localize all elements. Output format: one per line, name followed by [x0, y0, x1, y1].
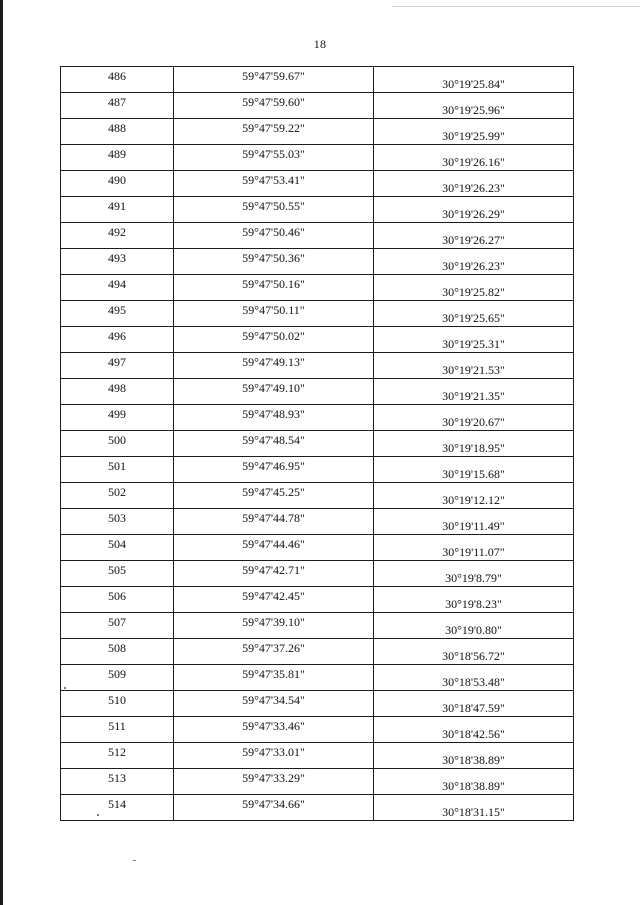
longitude-cell: 30°19'25.31"	[374, 327, 574, 353]
point-number-cell: 499	[61, 405, 174, 431]
table-row	[61, 665, 574, 691]
latitude-cell: 59°47'50.36"	[174, 249, 374, 275]
latitude-cell: 59°47'37.26"	[174, 639, 374, 665]
table-row	[61, 483, 574, 509]
latitude-cell: 59°47'35.81"	[174, 665, 374, 691]
scan-left-edge	[0, 0, 3, 905]
table-row	[61, 509, 574, 535]
point-number-cell: 508	[61, 639, 174, 665]
point-number-cell: 503	[61, 509, 174, 535]
latitude-cell: 59°47'48.54"	[174, 431, 374, 457]
longitude-cell: 30°19'20.67"	[374, 405, 574, 431]
longitude-cell: 30°19'26.29"	[374, 197, 574, 223]
point-number-cell: 496	[61, 327, 174, 353]
longitude-cell: 30°19'11.49"	[374, 509, 574, 535]
longitude-cell: 30°19'25.99"	[374, 119, 574, 145]
latitude-cell: 59°47'59.67"	[174, 67, 374, 93]
latitude-cell: 59°47'50.55"	[174, 197, 374, 223]
latitude-cell: 59°47'39.10"	[174, 613, 374, 639]
latitude-cell: 59°47'50.11"	[174, 301, 374, 327]
latitude-cell: 59°47'49.10"	[174, 379, 374, 405]
latitude-cell: 59°47'42.45"	[174, 587, 374, 613]
longitude-cell: 30°19'25.96"	[374, 93, 574, 119]
longitude-cell: 30°18'31.15"	[374, 795, 574, 821]
table-row	[61, 431, 574, 457]
point-number-cell: 487	[61, 93, 174, 119]
latitude-cell: 59°47'33.46"	[174, 717, 374, 743]
table-row	[61, 145, 574, 171]
longitude-cell: 30°19'8.23"	[374, 587, 574, 613]
point-number-cell: 512	[61, 743, 174, 769]
table-row	[61, 93, 574, 119]
latitude-cell: 59°47'55.03"	[174, 145, 374, 171]
point-number-cell: 486	[61, 67, 174, 93]
table-row	[61, 119, 574, 145]
latitude-cell: 59°47'50.16"	[174, 275, 374, 301]
latitude-cell: 59°47'50.46"	[174, 223, 374, 249]
table-row	[61, 691, 574, 717]
point-number-cell: 506	[61, 587, 174, 613]
table-row	[61, 353, 574, 379]
table-row	[61, 743, 574, 769]
table-row	[61, 613, 574, 639]
table-row	[61, 457, 574, 483]
table-row	[61, 587, 574, 613]
latitude-cell: 59°47'45.25"	[174, 483, 374, 509]
point-number-cell: 513	[61, 769, 174, 795]
table-row	[61, 171, 574, 197]
longitude-cell: 30°18'38.89"	[374, 743, 574, 769]
point-number-cell: 495	[61, 301, 174, 327]
longitude-cell: 30°19'26.27"	[374, 223, 574, 249]
table-row	[61, 535, 574, 561]
point-number-cell: 489	[61, 145, 174, 171]
point-number-cell: 493	[61, 249, 174, 275]
latitude-cell: 59°47'34.54"	[174, 691, 374, 717]
table-row	[61, 561, 574, 587]
table-row	[61, 249, 574, 275]
longitude-cell: 30°19'11.07"	[374, 535, 574, 561]
table-row	[61, 327, 574, 353]
latitude-cell: 59°47'49.13"	[174, 353, 374, 379]
table-row	[61, 223, 574, 249]
scan-speck	[133, 860, 136, 861]
point-number-cell: 497	[61, 353, 174, 379]
table-row	[61, 405, 574, 431]
latitude-cell: 59°47'53.41"	[174, 171, 374, 197]
coordinates-table-body	[61, 67, 574, 821]
longitude-cell: 30°19'12.12"	[374, 483, 574, 509]
longitude-cell: 30°18'42.56"	[374, 717, 574, 743]
latitude-cell: 59°47'50.02"	[174, 327, 374, 353]
latitude-cell: 59°47'48.93"	[174, 405, 374, 431]
longitude-cell: 30°19'8.79"	[374, 561, 574, 587]
latitude-cell: 59°47'33.29"	[174, 769, 374, 795]
point-number-cell: 490	[61, 171, 174, 197]
point-number-cell: 501	[61, 457, 174, 483]
longitude-cell: 30°18'38.89"	[374, 769, 574, 795]
latitude-cell: 59°47'44.46"	[174, 535, 374, 561]
longitude-cell: 30°18'47.59"	[374, 691, 574, 717]
latitude-cell: 59°47'59.22"	[174, 119, 374, 145]
point-number-cell: 505	[61, 561, 174, 587]
point-number-cell: 510	[61, 691, 174, 717]
scan-top-line	[392, 6, 640, 7]
longitude-cell: 30°18'53.48"	[374, 665, 574, 691]
point-number-cell: 498	[61, 379, 174, 405]
longitude-cell: 30°18'56.72"	[374, 639, 574, 665]
point-number-cell: 507	[61, 613, 174, 639]
longitude-cell: 30°19'26.16"	[374, 145, 574, 171]
table-row	[61, 769, 574, 795]
latitude-cell: 59°47'44.78"	[174, 509, 374, 535]
latitude-cell: 59°47'46.95"	[174, 457, 374, 483]
longitude-cell: 30°19'25.82"	[374, 275, 574, 301]
latitude-cell: 59°47'34.66"	[174, 795, 374, 821]
point-number-cell: 492	[61, 223, 174, 249]
point-number-cell: 488	[61, 119, 174, 145]
table-row	[61, 67, 574, 93]
longitude-cell: 30°19'25.65"	[374, 301, 574, 327]
longitude-cell: 30°19'26.23"	[374, 171, 574, 197]
table-row	[61, 639, 574, 665]
longitude-cell: 30°19'21.35"	[374, 379, 574, 405]
point-number-cell: 511	[61, 717, 174, 743]
scan-speck	[97, 814, 99, 816]
latitude-cell: 59°47'33.01"	[174, 743, 374, 769]
point-number-cell: 502	[61, 483, 174, 509]
table-row	[61, 379, 574, 405]
longitude-cell: 30°19'25.84"	[374, 67, 574, 93]
longitude-cell: 30°19'0.80"	[374, 613, 574, 639]
point-number-cell: 509	[61, 665, 174, 691]
point-number-cell: 500	[61, 431, 174, 457]
longitude-cell: 30°19'15.68"	[374, 457, 574, 483]
table-row	[61, 301, 574, 327]
table-row	[61, 197, 574, 223]
point-number-cell: 514	[61, 795, 174, 821]
longitude-cell: 30°19'18.95"	[374, 431, 574, 457]
point-number-cell: 504	[61, 535, 174, 561]
table-row	[61, 795, 574, 821]
latitude-cell: 59°47'42.71"	[174, 561, 374, 587]
page-number: 18	[313, 37, 327, 51]
table-row	[61, 717, 574, 743]
longitude-cell: 30°19'26.23"	[374, 249, 574, 275]
scan-speck	[64, 687, 66, 689]
longitude-cell: 30°19'21.53"	[374, 353, 574, 379]
coordinates-table	[60, 66, 574, 821]
point-number-cell: 491	[61, 197, 174, 223]
point-number-cell: 494	[61, 275, 174, 301]
latitude-cell: 59°47'59.60"	[174, 93, 374, 119]
table-row	[61, 275, 574, 301]
